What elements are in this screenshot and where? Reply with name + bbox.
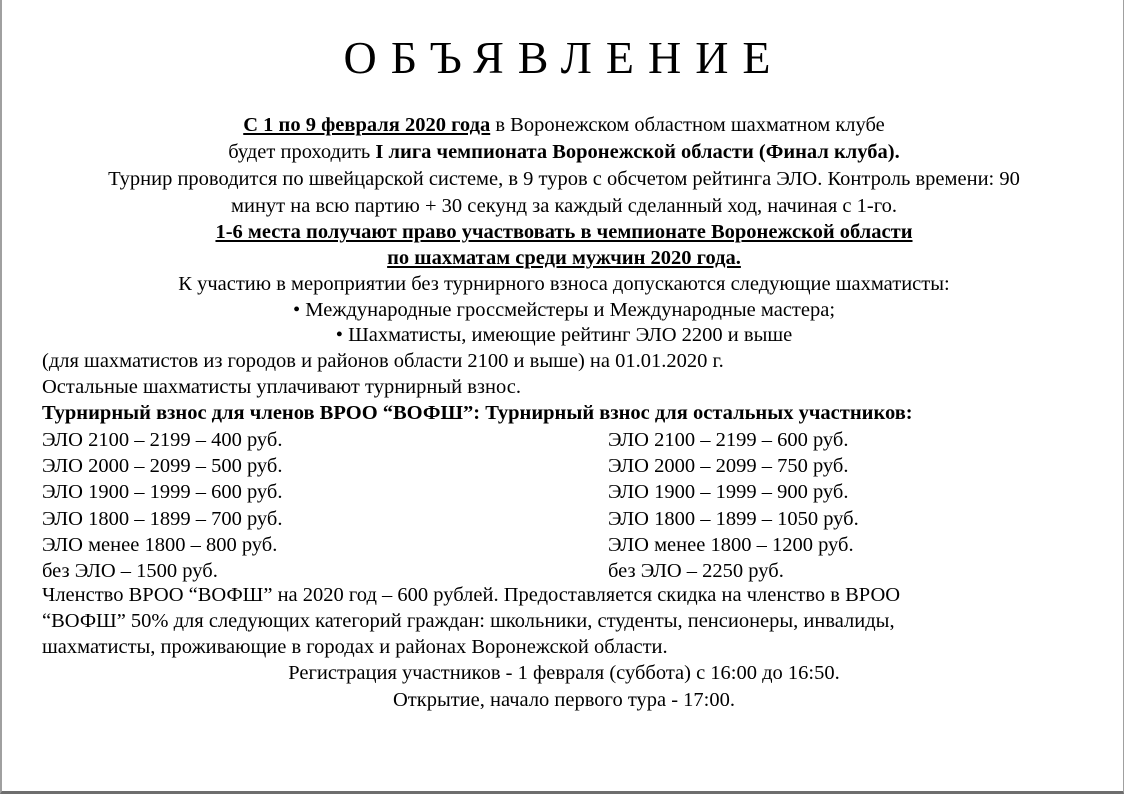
other-fee-row: без ЭЛО – 2250 руб. xyxy=(608,560,784,582)
regional-rating-note: (для шахматистов из городов и районов области 2100 и выше) на 01.01.2020 г. xyxy=(42,350,724,372)
intro-line-4: минут на всю партию + 30 секунд за каждый сделанный ход, начиная с 1-го. xyxy=(231,195,897,217)
intro-line-2-prefix: будет проходить xyxy=(228,141,376,163)
member-fee-row: ЭЛО 2000 – 2099 – 500 руб. xyxy=(42,455,283,477)
page-title: ОБЪЯВЛЕНИЕ xyxy=(343,32,785,83)
intro-line-2 xyxy=(2,139,1124,165)
opening-time: Открытие, начало первого тура - 17:00. xyxy=(392,689,736,711)
member-fee-row: ЭЛО 1900 – 1999 – 600 руб. xyxy=(42,481,283,503)
member-fee-row: без ЭЛО – 1500 руб. xyxy=(42,560,218,582)
free-entry-bullet-1: • Международные гроссмейстеры и Международные мастера; xyxy=(292,299,836,321)
free-entry-bullet-2: • Шахматисты, имеющие рейтинг ЭЛО 2200 и выше xyxy=(335,324,793,346)
intro-line-1 xyxy=(2,112,1124,138)
intro-line-3: Турнир проводится по швейцарской системе, в 9 туров с обсчетом рейтинга ЭЛО. Контроль времени: 90 xyxy=(108,168,1020,190)
entry-fee-note: Остальные шахматисты уплачивают турнирный взнос. xyxy=(42,376,521,398)
member-fee-row: ЭЛО 1800 – 1899 – 700 руб. xyxy=(42,508,283,530)
membership-line-2: “ВОФШ” 50% для следующих категорий граждан: школьники, студенты, пенсионеры, инвалиды, xyxy=(42,610,895,632)
other-fee-row: ЭЛО менее 1800 – 1200 руб. xyxy=(608,534,854,556)
membership-line-3: шахматисты, проживающие в городах и районах Воронежской области. xyxy=(42,636,668,658)
registration-time: Регистрация участников - 1 февраля (суббота) с 16:00 до 16:50. xyxy=(288,662,840,684)
other-fee-row: ЭЛО 2000 – 2099 – 750 руб. xyxy=(608,455,849,477)
free-entry-line: К участию в мероприятии без турнирного взноса допускаются следующие шахматисты: xyxy=(178,273,950,295)
membership-line-1: Членство ВРОО “ВОФШ” на 2020 год – 600 рублей. Предоставляется скидка на членство в ВРОО xyxy=(42,584,901,606)
other-fee-row: ЭЛО 1900 – 1999 – 900 руб. xyxy=(608,481,849,503)
qualification-line-2: по шахматам среди мужчин 2020 года. xyxy=(387,247,741,269)
fees-header: Турнирный взнос для членов ВРОО “ВОФШ”: Турнирный взнос для остальных участников: xyxy=(42,402,913,424)
member-fee-row: ЭЛО менее 1800 – 800 руб. xyxy=(42,534,278,556)
other-fee-row: ЭЛО 2100 – 2199 – 600 руб. xyxy=(608,429,849,451)
member-fee-row: ЭЛО 2100 – 2199 – 400 руб. xyxy=(42,429,283,451)
tournament-dates: С 1 по 9 февраля 2020 года xyxy=(243,114,491,136)
tournament-location: в Воронежском областном шахматном клубе xyxy=(490,114,885,136)
other-fee-row: ЭЛО 1800 – 1899 – 1050 руб. xyxy=(608,508,859,530)
tournament-name: I лига чемпионата Воронежской области (Финал клуба). xyxy=(375,141,900,163)
qualification-line-1: 1-6 места получают право участвовать в чемпионате Воронежской области xyxy=(215,221,913,243)
